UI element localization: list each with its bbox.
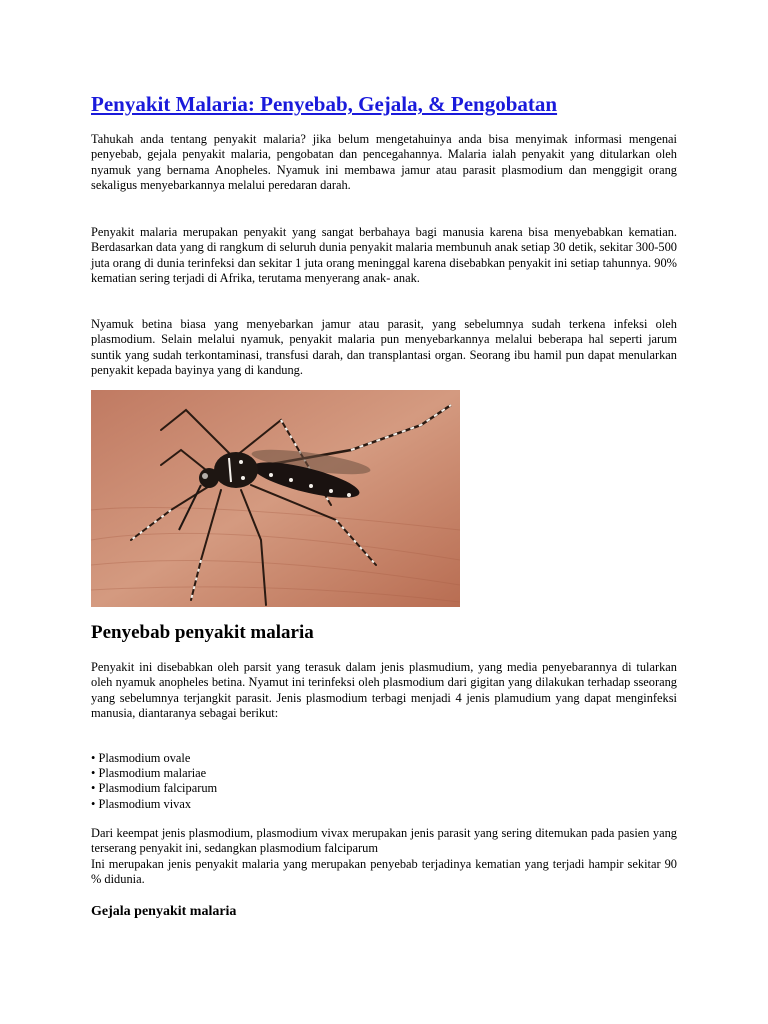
danger-paragraph: Penyakit malaria merupakan penyakit yang sangat berbahaya bagi manusia karena bisa menyebabkan kematian. Berdasarkan data yang di rangkum di seluruh dunia penyakit malaria membunuh anak setiap 30 detik, sekitar 300-500 juta orang di dunia terinfeksi dan sekitar 1 juta orang meninggal karena disebabkan penyakit ini setiap tahunnya. 90% kematian sering terjadi di Afrika, terutama menyerang anak- anak. xyxy=(91,225,677,285)
article-title[interactable]: Penyakit Malaria: Penyebab, Gejala, & Pengobatan xyxy=(91,92,558,116)
plasmodium-list xyxy=(91,751,217,812)
closing-paragraph xyxy=(91,826,677,887)
list-item: • Plasmodium falciparum xyxy=(91,781,217,796)
list-item: • Plasmodium ovale xyxy=(91,751,217,766)
closing-line-2: Ini merupakan jenis penyakit malaria yang merupakan penyebab terjadinya kematian yang terjadi hampir sekitar 90 % didunia. xyxy=(91,856,677,886)
transmission-paragraph: Nyamuk betina biasa yang menyebarkan jamur atau parasit, yang sebelumnya sudah terkena infeksi oleh plasmodium. Selain melalui nyamuk, penyakit malaria pun menyebarkannya melalui beberapa hal seperti jarum suntik yang sudah terkontaminasi, transfusi darah, dan transplantasi organ. Seorang ibu hamil pun dapat menularkan penyakit kepada bayinya yang di kandung. xyxy=(91,317,677,377)
list-item: • Plasmodium vivax xyxy=(91,797,217,812)
mosquito-photo xyxy=(91,390,460,607)
causes-paragraph: Penyakit ini disebabkan oleh parsit yang terasuk dalam jenis plasmudium, yang media penyebarannya di tularkan oleh nyamuk anopheles betina. Nyamut ini terinfeksi oleh plasmodium dari gigitan yang dilakukan terhadap sseorang yang sebelumnya terjangkit parasit. Jenis plasmodium terbagi menjadi 4 jenis plamudium yang dapat menginfeksi manusia, diantaranya sebagai berikut: xyxy=(91,660,677,720)
section-heading-causes: Penyebab penyakit malaria xyxy=(91,622,314,643)
closing-line-1: Dari keempat jenis plasmodium, plasmodium vivax merupakan jenis parasit yang sering ditemukan pada pasien yang terserang penyakit ini, sedangkan plasmodium falciparum xyxy=(91,826,677,856)
list-item: • Plasmodium malariae xyxy=(91,766,217,781)
intro-paragraph: Tahukah anda tentang penyakit malaria? jika belum mengetahuinya anda bisa menyimak informasi mengenai penyebab, gejala penyakit malaria, pengobatan dan pencegahannya. Malaria ialah penyakit yang ditularkan oleh nyamuk yang bernama Anopheles. Nyamuk ini membawa jamur atau parasit plasmodium dan menggigit orang sekaligus menyebarkannya melalui peredaran darah. xyxy=(91,132,677,192)
subheading-symptoms: Gejala penyakit malaria xyxy=(91,904,237,919)
